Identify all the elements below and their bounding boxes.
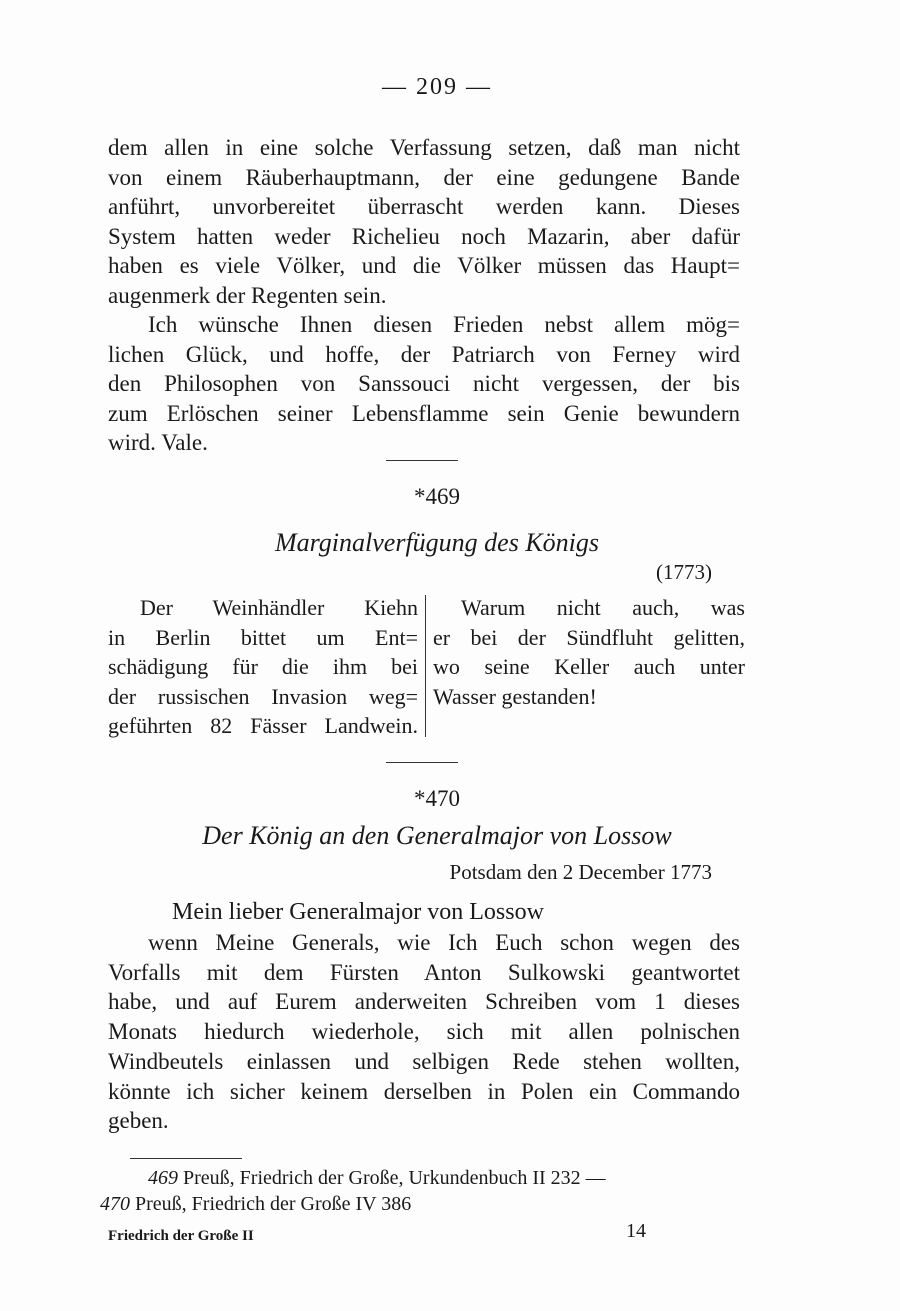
text-line: Ich wünsche Ihnen diesen Frieden nebst allem mög=: [148, 312, 740, 337]
text-line: Windbeutels einlassen und selbigen Rede stehen wollten,: [108, 1048, 740, 1074]
text-line: augenmerk der Regenten sein.: [108, 282, 387, 308]
text-line: er bei der Sündfluht gelitten,: [433, 624, 745, 650]
section-divider: [386, 460, 458, 461]
text-line: Vorfalls mit dem Fürsten Anton Sulkowski geantwortet: [108, 959, 740, 985]
column-divider: [425, 595, 426, 737]
text-line: schädigung für die ihm bei: [108, 654, 418, 679]
salutation: Mein lieber Generalmajor von Lossow: [172, 899, 544, 925]
text-line: System hatten weder Richelieu noch Mazarin, aber dafür: [108, 223, 740, 249]
section-title: Der König an den Generalmajor von Lossow: [202, 821, 672, 850]
footnote-text: Preuß, Friedrich der Große, Urkundenbuch II 232 —: [183, 1167, 606, 1189]
section-title: Marginalverfügung des Königs: [274, 528, 600, 557]
text-line: anführt, unvorbereitet überrascht werden kann. Dieses: [108, 194, 740, 219]
page-number: — 209 —: [382, 74, 492, 100]
footnote-text: Preuß, Friedrich der Große IV 386: [135, 1193, 412, 1215]
text-line: wird. Vale.: [108, 430, 208, 455]
text-line: der russischen Invasion weg=: [108, 683, 418, 709]
text-line: von einem Räuberhauptmann, der eine gedungene Bande: [108, 164, 740, 190]
text-line: Monats hiedurch wiederhole, sich mit allen polnischen: [108, 1019, 740, 1045]
text-line: Warum nicht auch, was: [461, 595, 745, 620]
footnote-number: 470: [100, 1193, 130, 1215]
text-line: lichen Glück, und hoffe, der Patriarch von Ferney wird: [108, 341, 740, 367]
text-line: Wasser gestanden!: [433, 683, 597, 709]
sheet-number: 14: [626, 1220, 646, 1242]
dateline: Potsdam den 2 December 1773: [449, 860, 712, 884]
text-line: Der Weinhändler Kiehn: [140, 595, 418, 620]
text-line: geben.: [108, 1108, 169, 1134]
signature-mark: Friedrich der Große II: [108, 1228, 254, 1244]
section-number: *470: [414, 786, 460, 811]
text-line: wenn Meine Generals, wie Ich Euch schon wegen des: [148, 930, 740, 955]
section-divider: [386, 762, 458, 763]
text-line: zum Erlöschen seiner Lebensflamme sein Genie bewundern: [108, 400, 740, 426]
text-line: habe, und auf Eurem anderweiten Schreiben vom 1 dieses: [108, 989, 740, 1015]
footnote-470: [100, 1193, 411, 1216]
footnote-rule: [130, 1158, 242, 1159]
section-year: (1773): [656, 560, 712, 584]
text-line: wo seine Keller auch unter: [433, 654, 745, 679]
text-line: könnte ich sicher keinem derselben in Polen ein Commando: [108, 1078, 740, 1104]
text-line: geführten 82 Fässer Landwein.: [108, 713, 418, 738]
footnote-469: [148, 1167, 606, 1190]
text-line: in Berlin bittet um Ent=: [108, 624, 418, 650]
text-line: dem allen in eine solche Verfassung setzen, daß man nicht: [108, 135, 740, 160]
footnote-number: 469: [148, 1167, 178, 1189]
text-line: haben es viele Völker, und die Völker müssen das Haupt=: [108, 253, 740, 278]
text-line: den Philosophen von Sanssouci nicht vergessen, der bis: [108, 371, 740, 396]
section-number: *469: [414, 484, 460, 509]
